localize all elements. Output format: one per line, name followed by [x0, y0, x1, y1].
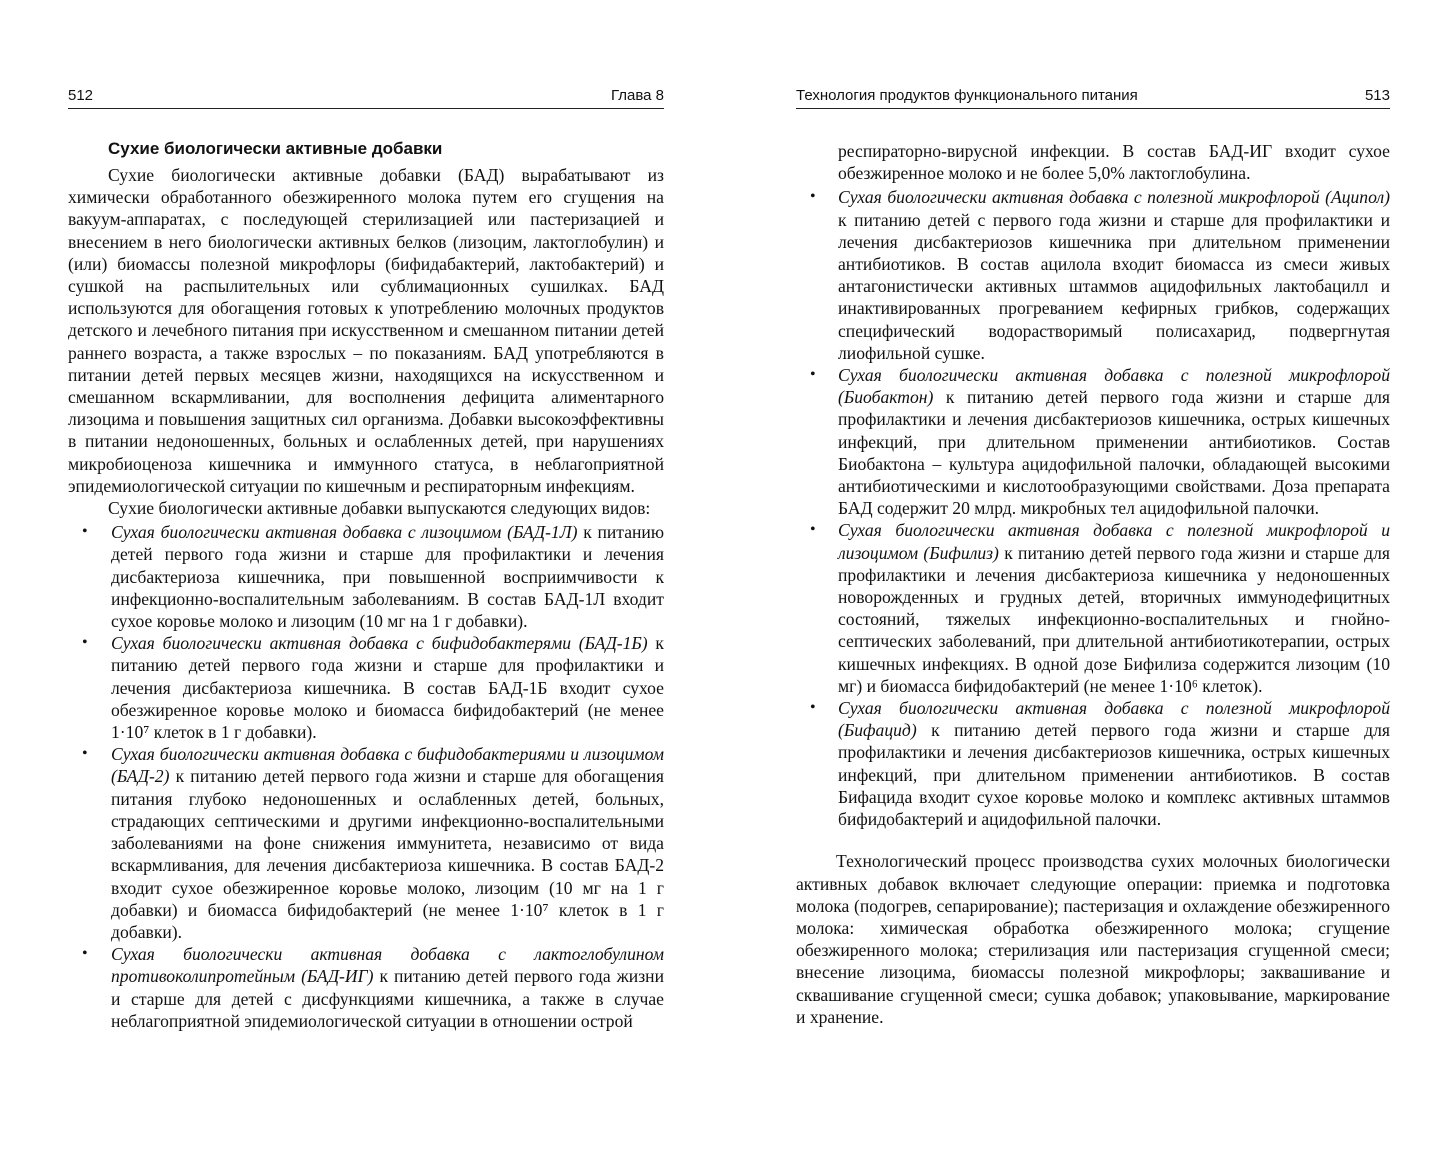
list-item: [796, 519, 1390, 697]
left-running-head: [68, 86, 664, 109]
section-heading: Сухие биологически активные добавки: [108, 139, 443, 158]
list-item: [68, 743, 664, 943]
item-title: Сухая биологически активная добавка с бифидобактериями и лизоцимом (БАД-2): [111, 744, 664, 787]
right-running-head: [796, 86, 1390, 109]
right-page-body: [796, 140, 1390, 1028]
item-title: Сухая биологически активная добавка с полезной микрофлорой (Аципол): [838, 187, 1390, 208]
item-title: Сухая биологически активная добавка с лизоцимом (БАД-1Л): [111, 522, 578, 543]
chapter-title: Глава 8: [610, 87, 664, 104]
item-text: к питанию детей первого года жизни и старше для профилактики и лечения дисбактериоза кишечника, при повышенной восприимчивости к инфекционно-воспалительным заболеваниям. В состав БАД-1Л входит сухое коровье молоко и лизоцим (10 мг на 1 г добавки).: [111, 522, 664, 632]
item-title: Сухая биологически активная добавка с полезной микрофлорой (Биобактон): [838, 365, 1390, 408]
list-item: [68, 632, 664, 743]
item-text: к питанию детей первого года жизни и старше для профилактики и лечения дисбактериоза кишечника у недоношенных новорожденных и грудных детей, вторичных иммунодефицитных состояний, тяжелых инфекционно-воспалительных и гнойно-септических заболеваний, при длительной антибиотикотерапии, острых кишечных инфекциях. В одной дозе Бифилиза содержится лизоцим (10 мг) и биомасса бифидобактерий (не менее 1·10⁶ клеток).: [838, 542, 1391, 696]
list-item: [796, 186, 1390, 364]
item-title: Сухая биологически активная добавка с бифидобактерями (БАД-1Б): [111, 633, 648, 654]
item-title: Сухая биологически активная добавка с полезной микрофлорой (Бифацид): [838, 698, 1390, 741]
item-text: к питанию детей первого года жизни и старше для профилактики и лечения дисбактериозов кишечника, острых кишечных инфекций, при длительном применении антибиотиков. В состав Бифацида входит сухое коровье молоко и комплекс активных штаммов бифидобактерий и ацидофильной палочки.: [838, 720, 1390, 830]
paragraph-gap: [796, 830, 1390, 850]
continued-text: респираторно-вирусной инфекции. В состав БАД-ИГ входит сухое обезжиренное молоко и не более 5,0% лактоглобулина.: [838, 141, 1390, 184]
page-number: 513: [1364, 87, 1390, 104]
paragraph: Сухие биологически активные добавки выпускаются следующих видов:: [108, 498, 651, 519]
item-text: к питанию детей первого года жизни и старше для профилактики и лечения дисбактериоза кишечника. В состав БАД-1Б входит сухое обезжиренное коровье молоко и биомасса бифидобактерий (не менее 1·10⁷ клеток в 1 г добавки).: [111, 633, 664, 743]
supplement-list: [796, 186, 1390, 830]
right-page: [796, 0, 1390, 1162]
paragraph: Технологический процесс производства сухих молочных биологически активных добавок включает следующие операции: приемка и подготовка молока (подогрев, сепарирование); пастеризация и охлаждение обезжиренного молока: химическая обработка обезжиренного молока; сгущение обезжиренного молока; стерилизация или пастеризация сгущенной смеси; внесение лизоцима, биомассы полезной микрофлоры; заквашивание и сквашивание сгущенной смеси; сушка добавок; упаковывание, маркирование и хранение.: [796, 851, 1390, 1027]
item-text: к питанию детей первого года жизни и старше для обогащения питания глубоко недоношенных и ослабленных детей, больных, страдающих септическими и другими инфекционно-воспалительными заболеваниями на фоне снижения иммунитета, независимо от вида вскармливания, для лечения дисбактериоза кишечника. В состав БАД-2 входит сухое обезжиренное коровье молоко, лизоцим (10 мг на 1 г добавки) и биомасса бифидобактерий (не менее 1·10⁷ клеток в 1 г добавки).: [111, 766, 664, 942]
item-title: Сухая биологически активная добавка с лактоглобулином противоколипротейным (БАД-ИГ): [111, 944, 664, 987]
list-item: [796, 364, 1390, 519]
left-page-body: [68, 138, 664, 1032]
paragraph: Сухие биологически активные добавки (БАД) вырабатывают из химически обработанного обезжиренного молока путем его сгущения на вакуум-аппаратах, с последующей стерилизацией или пастеризацией и внесением в него биологически активных белков (лизоцим, лактоглобулин) и (или) биомассы полезной микрофлоры (бифидабактерий, лактобактерий) и сушкой на распылительных или сублимационных сушилках. БАД используются для обогащения готовых к употреблению молочных продуктов детского и лечебного питания при искусственном и смешанном питании детей раннего возраста, а также взрослых – по показаниям. БАД употребляются в питании детей первых месяцев жизни, находящихся на искусственном и смешанном вскармливании, для восполнения дефицита алиментарного лизоцима и повышения защитных сил организма. Добавки высокоэффективны в питании недоношенных, больных и ослабленных детей, при нарушениях микробиоценоза кишечника и иммунного статуса, в неблагоприятной эпидемиологической ситуации по кишечным и респираторным инфекциям.: [68, 165, 664, 496]
list-item: [796, 697, 1390, 830]
item-text: к питанию детей первого года жизни и старше для профилактики и лечения дисбактериозов кишечника, острых кишечных инфекций, при длительном применении антибиотиков. Состав Биобактона – культура ацидофильной палочки, обладающей высокими антибиотическими и кислотообразующими свойствами. Доза препарата БАД содержит 20 млрд. микробных тел ацидофильной палочки.: [838, 387, 1390, 519]
supplement-list: [68, 521, 664, 1032]
list-item: [68, 943, 664, 1032]
page-number: 512: [68, 87, 94, 104]
item-title: Сухая биологически активная добавка с полезной микрофлорой и лизоцимом (Бифилиз): [838, 520, 1390, 563]
left-page: [68, 0, 664, 1162]
list-item: [68, 521, 664, 632]
item-text: к питанию детей первого года жизни и старше для детей с дисфункциями кишечника, а также в случае неблагоприятной эпидемиологической ситуации в отношении острой: [111, 966, 664, 1031]
item-text: к питанию детей с первого года жизни и старше для профилактики и лечения дисбактериозов кишечника при длительном применении антибиотиков. В состав ацилола входит биомасса из смеси живых антагонистически активных штаммов ацидофильных лактобацилл и инактивированных прогреванием кефирных грибков, содержащих специфический водорастворимый полисахарид, подвергнутая лиофильной сушке.: [838, 209, 1390, 363]
book-title: Технология продуктов функционального питания: [796, 87, 1138, 104]
